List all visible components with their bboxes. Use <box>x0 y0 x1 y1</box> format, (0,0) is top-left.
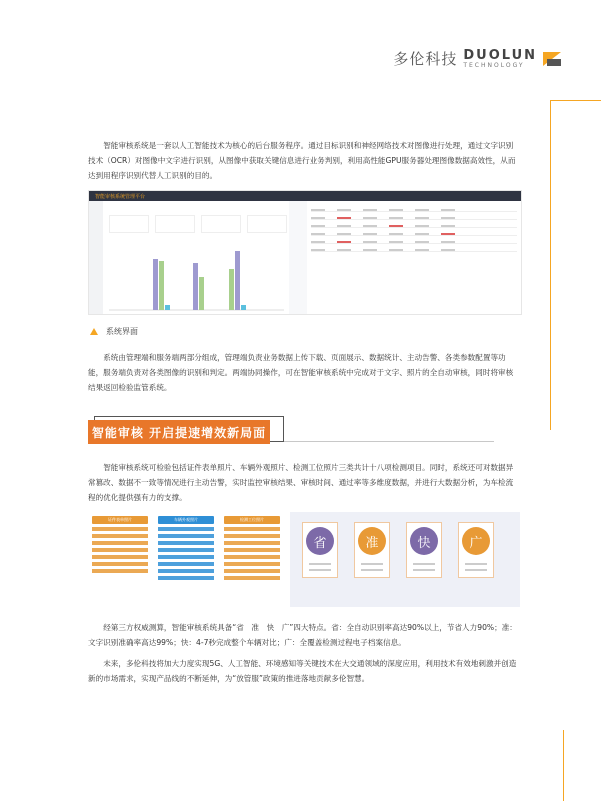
screenshot-titlebar <box>89 191 521 201</box>
check-description: 智能审核系统可检验包括证件表单照片、车辆外观照片、检测工位照片三类共计十八项检测项目。同时，系统还可对数据异常篡改、数据不一致等情况进行主动告警，实时监控审核结果、审核时间、通过率等多维度数据，并进行大数据分析，为车检流程的优化提供强有力的支撑。 <box>88 463 514 502</box>
screenshot-table <box>307 201 521 314</box>
stat-card <box>201 215 241 233</box>
logo-mark-icon <box>543 52 561 66</box>
logo-sub-text: TECHNOLOGY <box>463 61 525 69</box>
screenshot-app-title: 智能审核系统管理平台 <box>95 193 146 200</box>
logo-cn-text: 多伦科技 <box>393 50 458 68</box>
table-row <box>311 247 517 252</box>
section-banner: 智能审核 开启提速增效新局面 <box>88 420 270 444</box>
feature-pillar <box>354 522 390 578</box>
screenshot-dashboard <box>89 201 289 314</box>
stat-card <box>109 215 149 233</box>
company-logo <box>393 48 561 69</box>
feature-label: 快 <box>410 527 438 555</box>
category-column <box>158 516 214 596</box>
category-column <box>92 516 148 596</box>
banner-divider <box>284 441 494 442</box>
logo-en-text: DUOLUN <box>463 47 537 63</box>
feature-label: 省 <box>306 527 334 555</box>
column-header: 检测工位照片 <box>224 516 280 524</box>
category-column <box>224 516 280 596</box>
feature-label: 广 <box>462 527 490 555</box>
system-screenshot <box>88 190 522 315</box>
stat-card <box>247 215 287 233</box>
system-description: 系统由管理端和服务端两部分组成，管理端负责业务数据上传下载、页面展示、数据统计、主动告警、各类参数配置等功能，服务端负责对各类图像的识别和判定。两端协同操作，可在智能审核系统中完成对于文字、照片的全自动审核，同时将审核结果返回检验监管系统。 <box>88 353 514 392</box>
accent-line-bottom <box>563 730 564 801</box>
feature-pillar <box>302 522 338 578</box>
column-header: 车辆外观照片 <box>158 516 214 524</box>
table-row <box>311 231 517 236</box>
figure-caption <box>90 326 138 337</box>
stat-card <box>155 215 195 233</box>
logo-en-block <box>463 49 537 69</box>
features-paragraph: 经第三方权威测算，智能审核系统具备“省 准 快 广”四大特点。省：全自动识别率高达90%以上，节省人力90%；准：文字识别准确率高达99%；快：4-7秒完成整个车辆对比；广：全覆盖检测过程电子档案信息。 <box>88 623 517 647</box>
features-panel <box>290 512 520 607</box>
feature-pillar <box>458 522 494 578</box>
screenshot-bar-chart <box>109 249 284 311</box>
screenshot-sidebar <box>89 201 103 314</box>
caption-text: 系统界面 <box>106 327 138 336</box>
table-row <box>311 215 517 220</box>
table-row <box>311 223 517 228</box>
future-paragraph: 未来，多伦科技将加大力度实现5G、人工智能、环境感知等关键技术在大交通领域的深度应用，利用技术有效地刺激并创造新的市场需求，实现产品线的不断延伸，为“放管服”政策的推进落地贡献多伦智慧。 <box>88 659 517 683</box>
feature-label: 准 <box>358 527 386 555</box>
triangle-icon <box>90 328 98 335</box>
accent-line-right <box>550 100 551 430</box>
features-graphic <box>88 512 520 607</box>
accent-line-top <box>551 100 601 101</box>
feature-pillar <box>406 522 442 578</box>
table-row <box>311 207 517 212</box>
intro-paragraph: 智能审核系统是一套以人工智能技术为核心的后台服务程序。通过目标识别和神经网络技术对图像进行处理，通过文字识别技术（OCR）对图像中文字进行识别，从图像中获取关键信息进行业务判别，利用高性能GPU服务器处理图像数据高效性，从而达到用程序识别代替人工识别的目的。 <box>88 141 516 180</box>
table-row <box>311 239 517 244</box>
column-header: 证件表单照片 <box>92 516 148 524</box>
